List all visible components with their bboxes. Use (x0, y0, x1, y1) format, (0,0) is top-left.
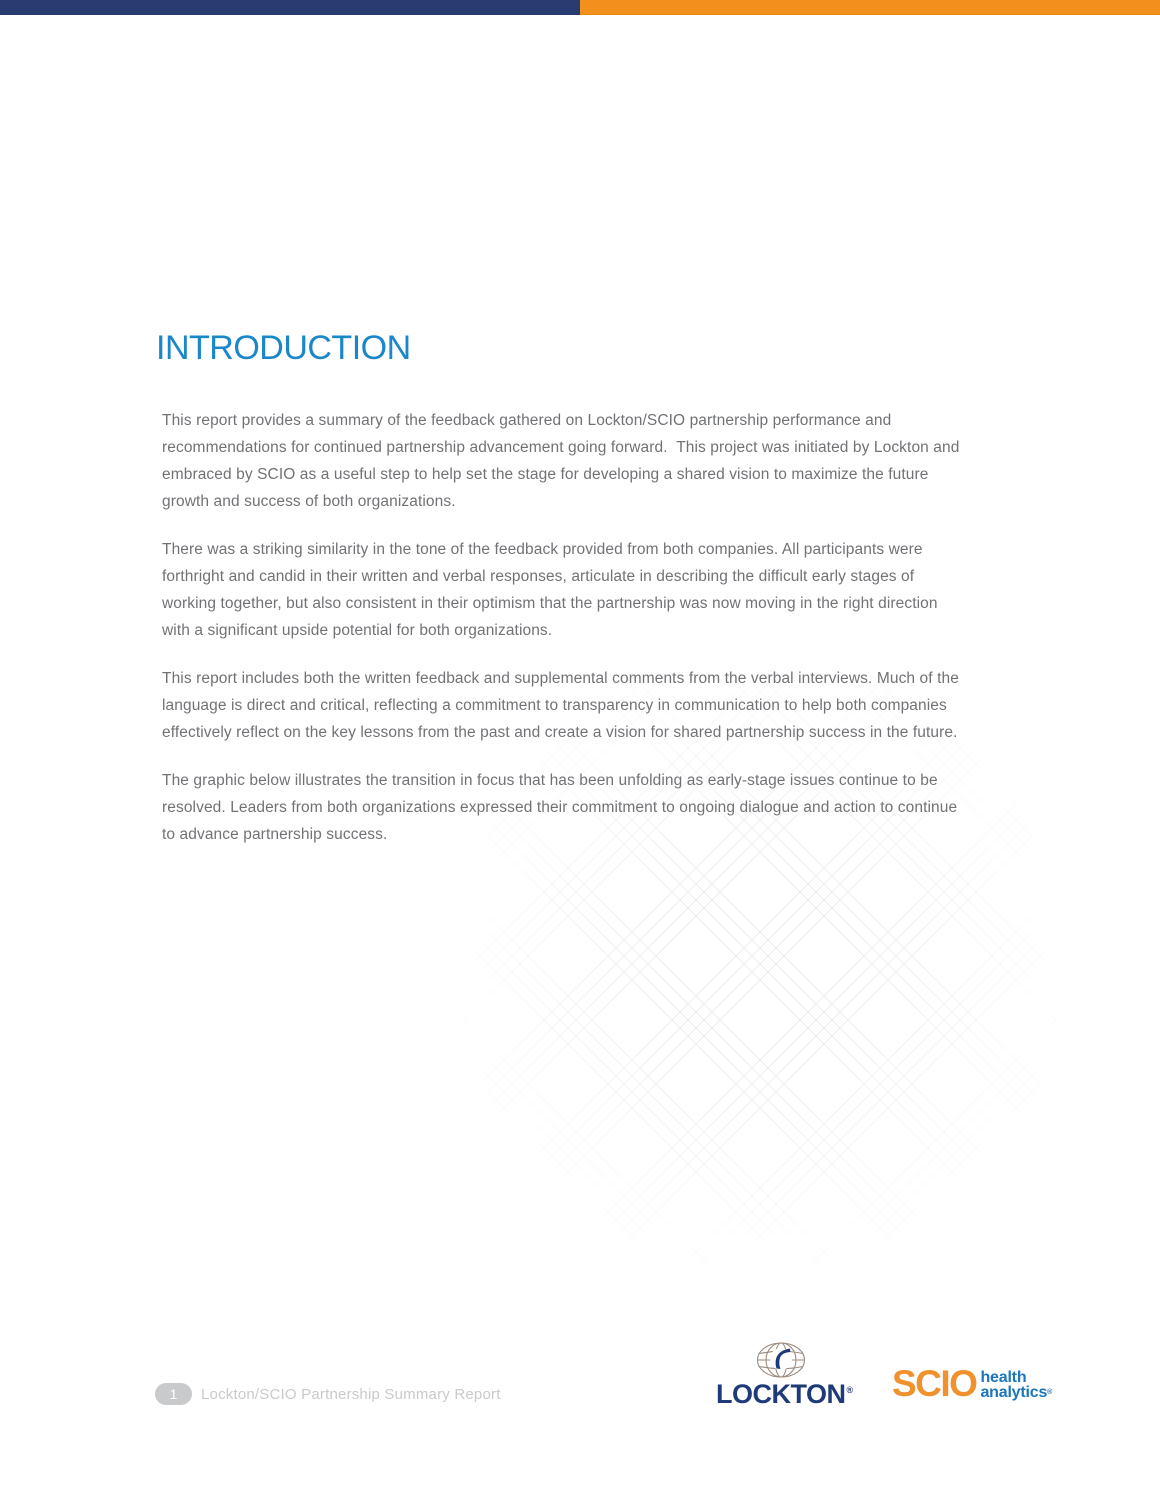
top-bar-navy-segment (0, 0, 580, 15)
page-number: 1 (169, 1386, 178, 1402)
paragraph-graphic-intro: The graphic below illustrates the transition in focus that has been unfolding as early-stage issues continue to be resolved. Leaders from both organizations expressed their commitment to ongoing dialogue and action to continue to advance partnership success. (162, 772, 962, 843)
scio-registered-mark: ® (1047, 1388, 1053, 1396)
paragraph-report-contents: This report includes both the written feedback and supplemental comments from the verbal interviews. Much of the language is direct and critical, reflecting a commitment to transparency in communication to help both companies effectively reflect on the key lessons from the past and create a vision for shared partnership success in the future. (162, 670, 964, 741)
lockton-registered-mark: ® (846, 1385, 853, 1395)
top-bar-orange-segment (580, 0, 1160, 15)
scio-tagline-analytics-text: analytics (980, 1383, 1048, 1401)
paragraph-overview: This report provides a summary of the feedback gathered on Lockton/SCIO partnership performance and recommendations for continued partnership advancement going forward. This project was initiated by Lockton and embraced by SCIO as a useful step to help set the stage for developing a shared vision to maximize the future growth and success of both organizations. (162, 412, 964, 510)
page-title: INTRODUCTION (156, 329, 411, 367)
paragraph-feedback-tone: There was a striking similarity in the tone of the feedback provided from both companies. All participants were forthright and candid in their written and verbal responses, articulate in describing the difficult early stages of working together, but also consistent in their optimism that the partnership was now moving in the right direction with a significant upside potential for both organizations. (162, 541, 943, 639)
lockton-wordmark (716, 1379, 853, 1410)
top-accent-bar (0, 0, 1160, 15)
body-copy (162, 407, 962, 869)
scio-health-analytics-logo (892, 1363, 1053, 1404)
scio-tagline (980, 1371, 1052, 1402)
scio-tagline-analytics (980, 1383, 1053, 1401)
scio-wordmark: SCIO (892, 1363, 977, 1404)
lockton-wordmark-text: LOCKTON (716, 1379, 846, 1409)
lockton-logo (716, 1342, 861, 1409)
footer-report-title: Lockton/SCIO Partnership Summary Report (201, 1386, 501, 1403)
page-number-badge (155, 1383, 192, 1405)
scio-tagline-health: health (980, 1369, 1027, 1386)
globe-icon (756, 1342, 806, 1378)
